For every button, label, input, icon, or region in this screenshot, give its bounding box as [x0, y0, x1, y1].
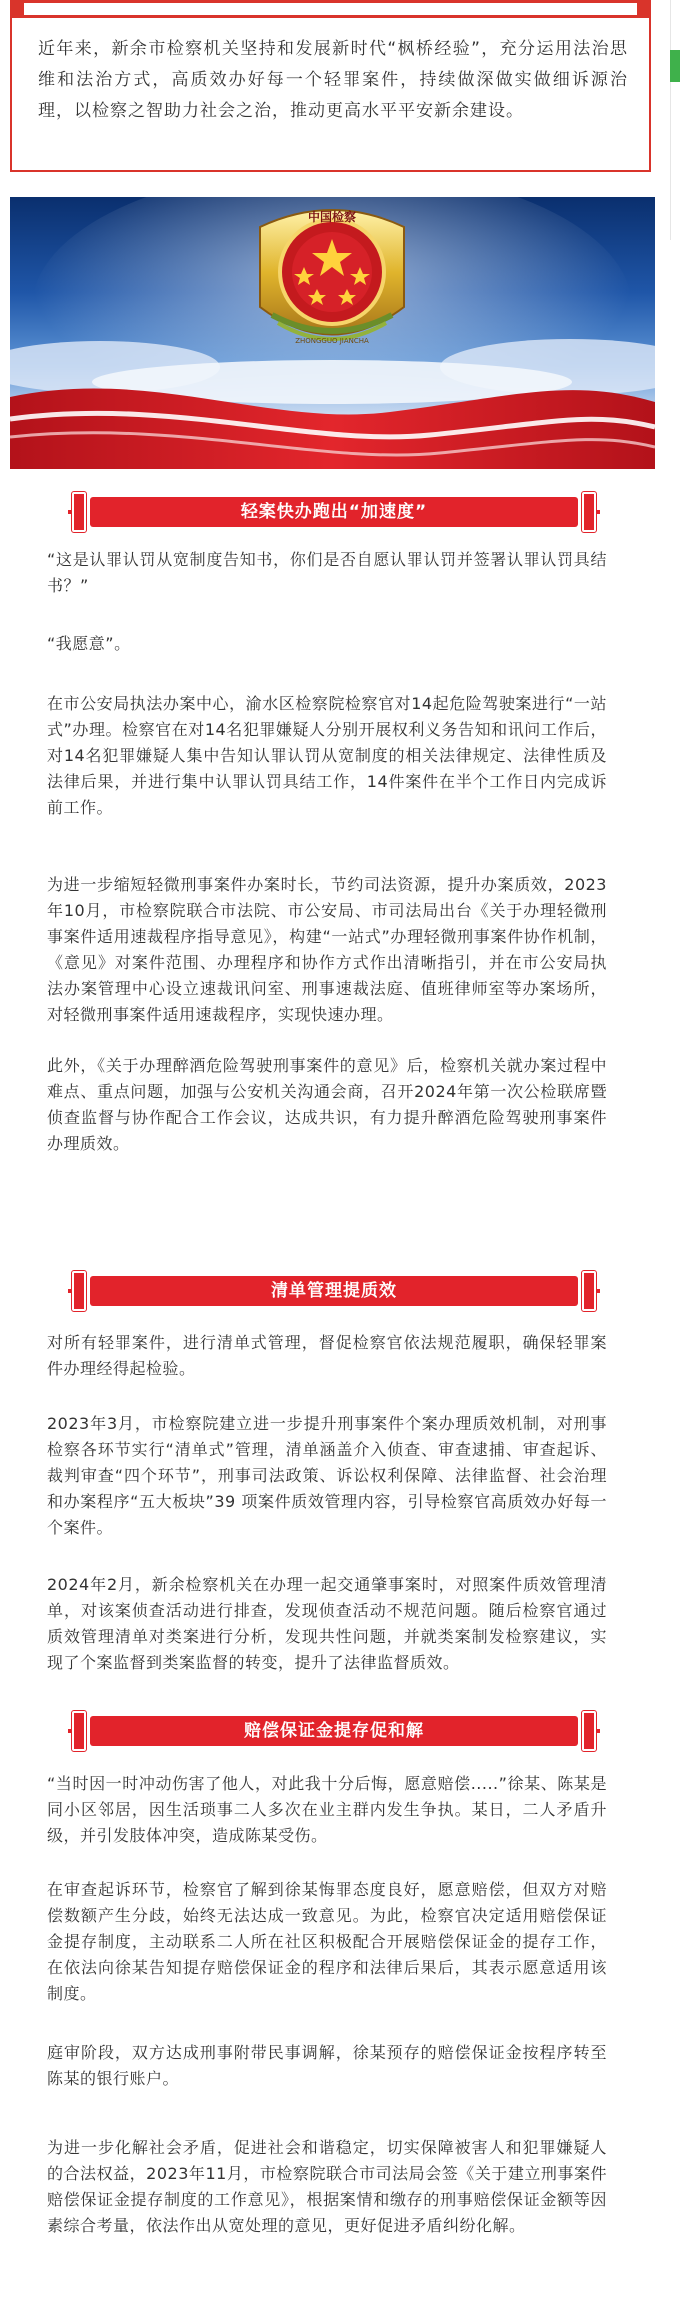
paragraph: 为进一步化解社会矛盾，促进社会和谐稳定，切实保障被害人和犯罪嫌疑人的合法权益，2023年11月，市检察院联合市司法局会签《关于建立刑事案件赔偿保证金提存制度的工作意见》，根据案情和缴存的刑事赔偿保证金额等因素综合考量，依法作出从宽处理的意见，更好促进矛盾纠纷化解。	[47, 2138, 607, 2235]
banner-left-cap	[72, 1271, 86, 1311]
paragraph: “我愿意”。	[47, 634, 131, 653]
banner-left-cap	[72, 1711, 86, 1751]
section-title: 赔偿保证金提存促和解	[244, 1721, 424, 1741]
section-banner-checklist	[68, 1271, 600, 1311]
svg-text:中国检察: 中国检察	[307, 210, 357, 224]
paragraph: “这是认罪认罚从宽制度告知书，你们是否自愿认罪认罚并签署认罪认罚具结书？”	[47, 550, 607, 595]
intro-box	[10, 0, 655, 176]
section-title: 轻案快办跑出“加速度”	[240, 502, 428, 522]
paragraph: 对所有轻罪案件，进行清单式管理，督促检察官依法规范履职，确保轻罪案件办理经得起检验。	[47, 1333, 607, 1378]
section-banner-compensation	[68, 1711, 600, 1751]
intro-text: 近年来，新余市检察机关坚持和发展新时代“枫桥经验”，充分运用法治思维和法治方式，高质效办好每一个轻罪案件，持续做深做实做细诉源治理，以检察之智助力社会之治，推动更高水平平安新余建设。	[38, 39, 628, 121]
section-title: 清单管理提质效	[271, 1281, 397, 1301]
hero-illustration	[10, 197, 655, 469]
paragraph: 庭审阶段，双方达成刑事附带民事调解，徐某预存的赔偿保证金按程序转至陈某的银行账户。	[47, 2043, 607, 2088]
banner-right-cap	[582, 1711, 596, 1751]
paragraph: 为进一步缩短轻微刑事案件办案时长，节约司法资源，提升办案质效，2023年10月，市检察院联合市法院、市公安局、市司法局出台《关于办理轻微刑事案件适用速裁程序指导意见》，构建“一站式”办理轻微刑事案件协作机制，《意见》对案件范围、办理程序和协作方式作出清晰指引，并在市公安局执法办案管理中心设立速裁讯问室、刑事速裁法庭、值班律师室等办案场所，对轻微刑事案件适用速裁程序，实现快速办理。	[47, 875, 607, 1024]
paragraph: 2024年2月，新余检察机关在办理一起交通肇事案时，对照案件质效管理清单，对该案侦查活动进行排查，发现侦查活动不规范问题。随后检察官通过质效管理清单对类案进行分析，发现共性问题，并就类案制发检察建议，实现了个案监督到类案监督的转变，提升了法律监督质效。	[47, 1575, 607, 1672]
svg-text:ZHONGGUO JIANCHA: ZHONGGUO JIANCHA	[295, 337, 369, 345]
paragraph: 2023年3月，市检察院建立进一步提升刑事案件个案办理质效机制，对刑事检察各环节实行“清单式”管理，清单涵盖介入侦查、审查逮捕、审查起诉、裁判审查“四个环节”，刑事司法政策、诉讼权利保障、法律监督、社会治理和办案程序“五大板块”39 项案件质效管理内容，引导检察官高质效办好每一个案件。	[47, 1414, 607, 1537]
paragraph: 此外，《关于办理醉酒危险驾驶刑事案件的意见》后，检察机关就办案过程中难点、重点问题，加强与公安机关沟通会商，召开2024年第一次公检联席暨侦查监督与协作配合工作会议，达成共识，有力提升醉酒危险驾驶刑事案件办理质效。	[47, 1056, 607, 1153]
banner-left-cap	[72, 492, 86, 532]
paragraph: 在审查起诉环节，检察官了解到徐某悔罪态度良好，愿意赔偿，但双方对赔偿数额产生分歧，始终无法达成一致意见。为此，检察官决定适用赔偿保证金提存制度，主动联系二人所在社区积极配合开展赔偿保证金的提存工作，在依法向徐某告知提存赔偿保证金的程序和法律后果后，其表示愿意适用该制度。	[47, 1880, 607, 2003]
procuratorate-emblem-icon	[260, 210, 404, 339]
paragraph: “当时因一时冲动伤害了他人，对此我十分后悔，愿意赔偿.....”徐某、陈某是同小区邻居，因生活琐事二人多次在业主群内发生争执。某日，二人矛盾升级，并引发肢体冲突，造成陈某受伤。	[47, 1774, 607, 1845]
page-edge-divider	[670, 0, 671, 240]
side-tab-marker[interactable]	[670, 50, 680, 82]
procuratorate-hero-image	[10, 197, 655, 469]
banner-right-cap	[582, 492, 596, 532]
paragraph: 在市公安局执法办案中心，渝水区检察院检察官对14起危险驾驶案进行“一站式”办理。检察官在对14名犯罪嫌疑人分别开展权利义务告知和讯问工作后，对14名犯罪嫌疑人集中告知认罪认罚从宽制度的相关法律规定、法律性质及法律后果，并进行集中认罪认罚具结工作，14件案件在半个工作日内完成诉前工作。	[47, 694, 607, 817]
banner-right-cap	[582, 1271, 596, 1311]
section-banner-fast-handling	[68, 492, 600, 532]
intro-top-border	[10, 0, 651, 18]
